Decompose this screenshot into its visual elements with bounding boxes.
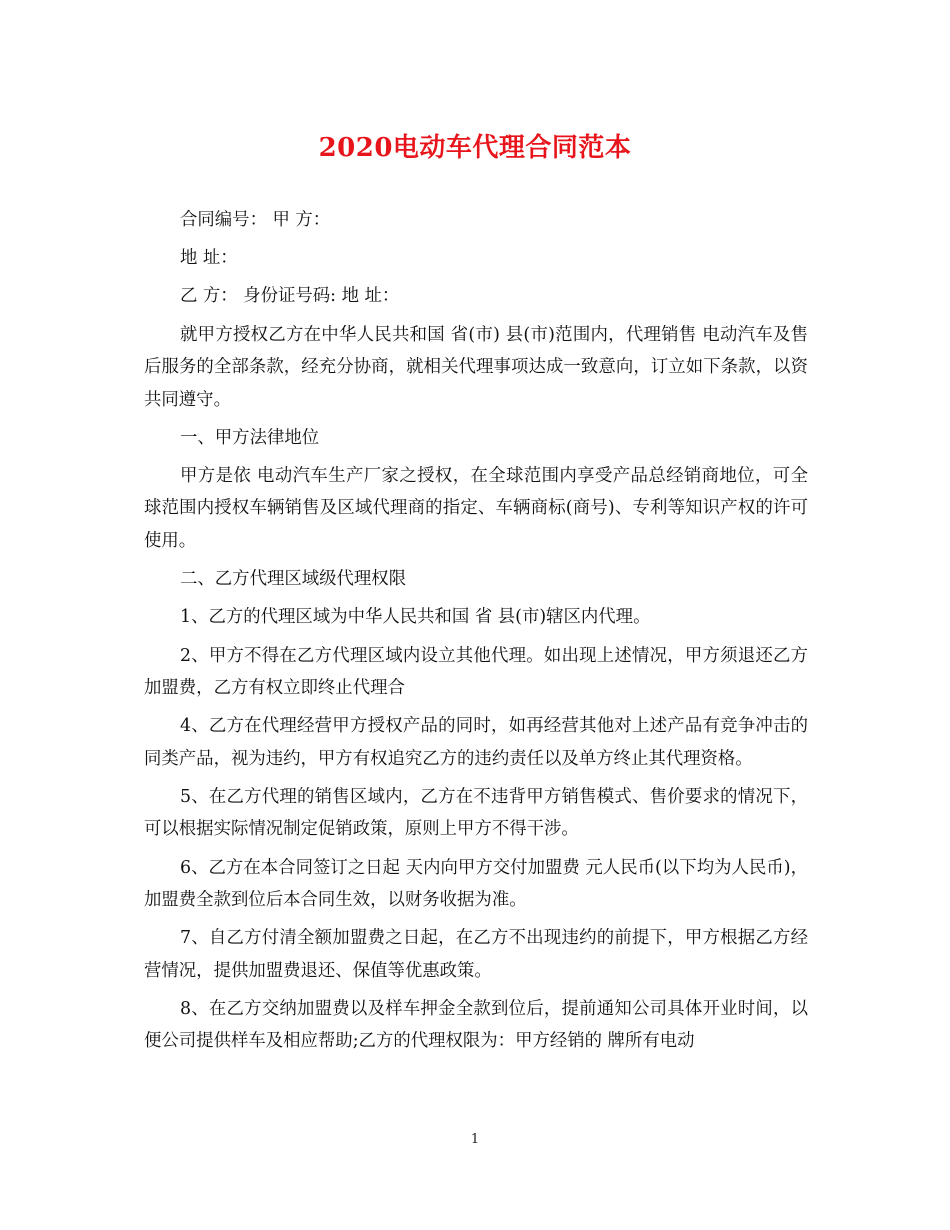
clause-1: 1、乙方的代理区域为中华人民共和国 省 县(市)辖区内代理。 [180, 607, 651, 628]
document-title: 2020电动车代理合同范本 [318, 133, 632, 163]
clause-7: 7、自乙方付清全额加盟费之日起，在乙方不出现违约的前提下，甲方根据乙方经营情况，提供加盟费退还、保值等优惠政策。 [144, 928, 808, 981]
section-heading-2: 二、乙方代理区域级代理权限 [180, 569, 407, 590]
clause-2: 2、甲方不得在乙方代理区域内设立其他代理。如出现上述情况，甲方须退还乙方加盟费，乙方有权立即终止代理合 [144, 645, 808, 698]
paragraph-contract-number: 合同编号： 甲 方： [180, 210, 331, 230]
paragraph-party-b: 乙 方： 身份证号码: 地 址： [180, 286, 400, 307]
page-number: 1 [470, 1132, 480, 1147]
document-body [144, 204, 808, 1064]
clause-4: 4、乙方在代理经营甲方授权产品的同时，如再经营其他对上述产品有竞争冲击的同类产品，视为违约，甲方有权追究乙方的违约责任以及单方终止其代理资格。 [144, 716, 808, 769]
clause-6: 6、乙方在本合同签订之日起 天内向甲方交付加盟费 元人民币(以下均为人民币)，加盟费全款到位后本合同生效，以财务收据为准。 [144, 857, 808, 911]
clause-8: 8、在乙方交纳加盟费以及样车押金全款到位后，提前通知公司具体开业时间，以便公司提供样车及相应帮助;乙方的代理权限为：甲方经销的 牌所有电动 [144, 998, 808, 1052]
paragraph-legal-status: 甲方是依 电动汽车生产厂家之授权，在全球范围内享受产品总经销商地位，可全球范围内授权车辆销售及区域代理商的指定、车辆商标(商号)、专利等知识产权的许可使用。 [144, 465, 808, 551]
clause-5: 5、在乙方代理的销售区域内，乙方在不违背甲方销售模式、售价要求的情况下，可以根据实际情况制定促销政策，原则上甲方不得干涉。 [144, 786, 808, 840]
paragraph-preamble: 就甲方授权乙方在中华人民共和国 省(市) 县(市)范围内，代理销售 电动汽车及售后服务的全部条款，经充分协商，就相关代理事项达成一致意向，订立如下条款，以资共同遵守。 [144, 324, 808, 410]
section-heading-1: 一、甲方法律地位 [180, 427, 320, 448]
paragraph-party-a-address: 地 址： [180, 248, 238, 269]
